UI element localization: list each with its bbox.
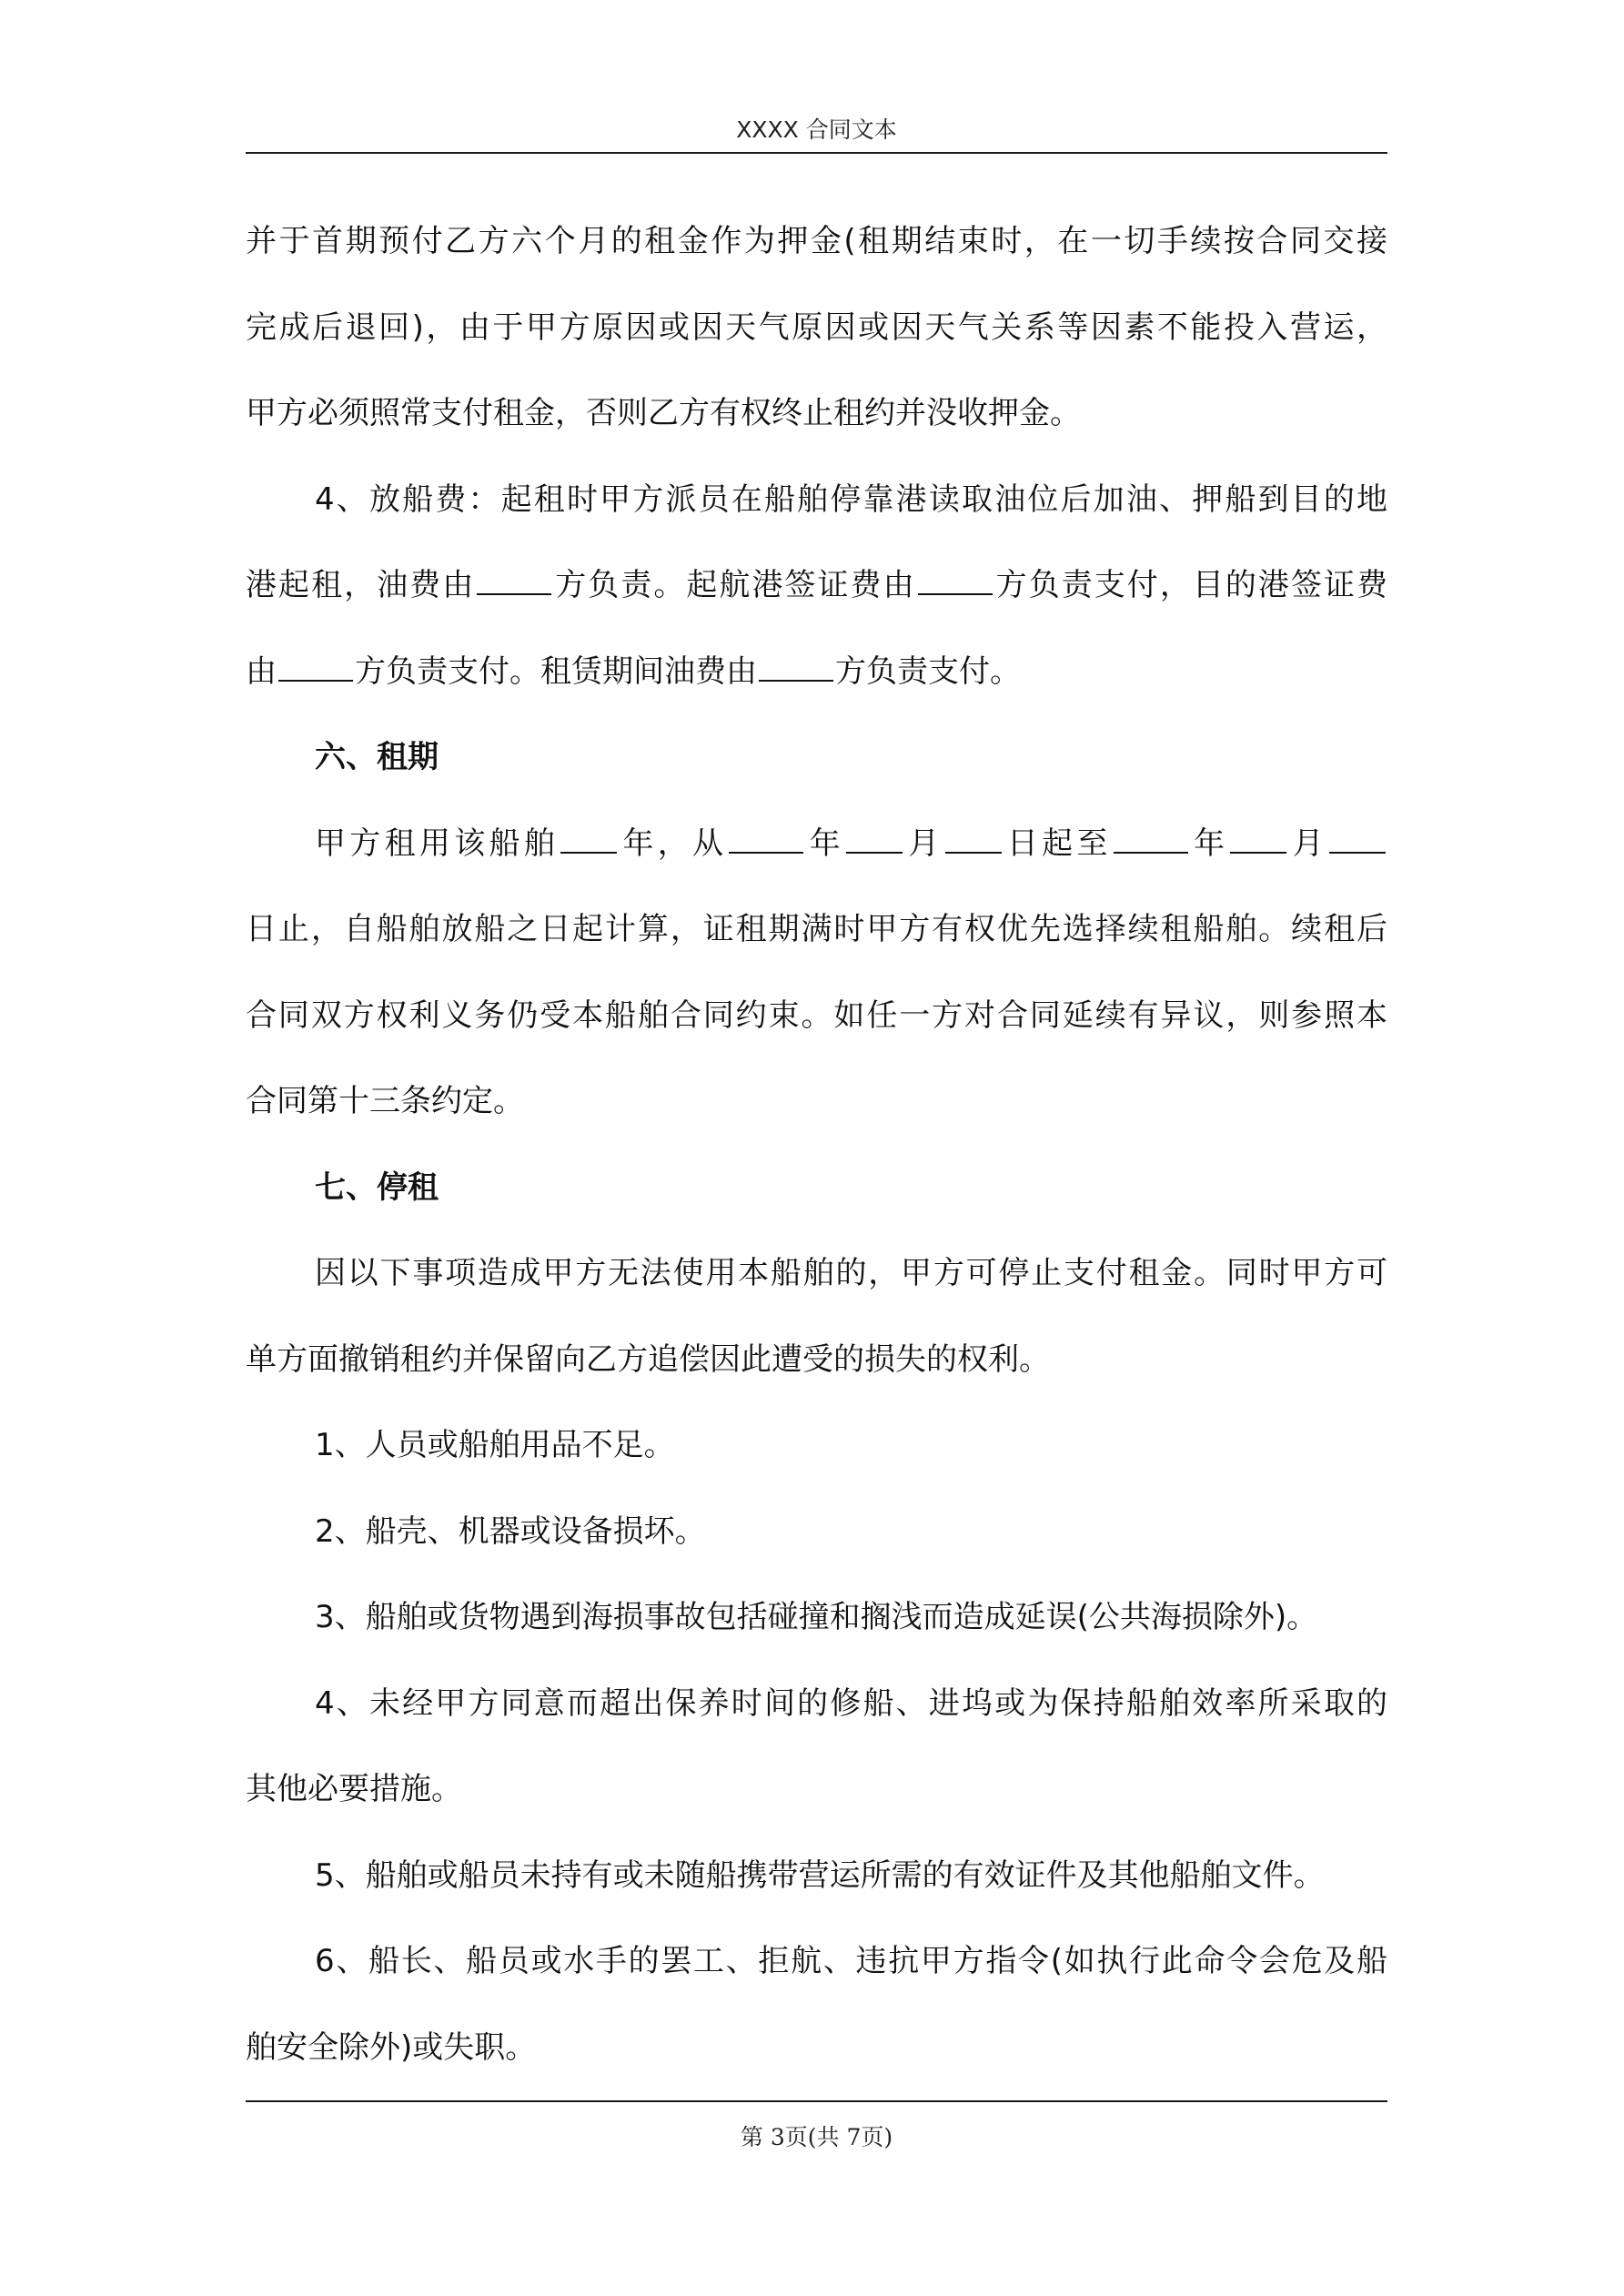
- text-span: 年: [1189, 824, 1229, 862]
- text-line: 其他必要措施。: [246, 1771, 462, 1807]
- fill-in-blank: [477, 557, 551, 595]
- text-span: 甲方租用该船舶: [315, 824, 560, 862]
- text-span: 日起至: [1003, 824, 1112, 862]
- text-span: 年: [805, 824, 844, 862]
- text-line: [246, 556, 1387, 642]
- text-line: 合同双方权利义务仍受本船舶合同约束。如任一方对合同延续有异议，则参照本: [246, 996, 1387, 1034]
- section-heading: 七、停租: [315, 1168, 439, 1206]
- text-line: 甲方必须照常支付租金，否则乙方有权终止租约并没收押金。: [246, 395, 1081, 431]
- section-heading: 六、租期: [315, 739, 439, 775]
- fill-in-blank: [278, 643, 353, 682]
- fill-in-blank: [846, 815, 903, 854]
- fill-in-blank: [1230, 815, 1286, 854]
- text-span: 年，从: [619, 824, 728, 862]
- text-line: 并于首期预付乙方六个月的租金作为押金(租期结束时，在一切手续按合同交接: [246, 223, 1387, 259]
- text-span: 月: [903, 824, 943, 862]
- text-line: [246, 642, 1387, 729]
- text-line: 完成后退回)，由于甲方原因或因天气原因或因天气关系等因素不能投入营运，: [246, 308, 1387, 346]
- text-span: 港起租，油费由: [246, 567, 476, 603]
- list-item: 5、船舶或船员未持有或未随船携带营运所需的有效证件及其他船舶文件。: [315, 1856, 1325, 1894]
- header-title: XXXX 合同文本: [736, 116, 897, 143]
- fill-in-blank: [1329, 815, 1386, 854]
- text-span: 方负责支付，目的港签证费: [994, 567, 1388, 603]
- list-item: 3、船舶或货物遇到海损事故包括碰撞和搁浅而造成延误(公共海损除外)。: [315, 1599, 1318, 1635]
- list-item: 6、船长、船员或水手的罢工、拒航、违抗甲方指令(如执行此命令会危及船: [315, 1943, 1387, 1979]
- fill-in-blank: [945, 815, 1002, 854]
- text-line: 因以下事项造成甲方无法使用本船舶的，甲方可停止支付租金。同时甲方可: [315, 1255, 1387, 1291]
- text-line: 舶安全除外)或失职。: [246, 2028, 537, 2066]
- text-span: 方负责支付。: [835, 652, 1021, 690]
- text-line: 4、放船费：起租时甲方派员在船舶停靠港读取油位后加油、押船到目的地: [315, 480, 1387, 518]
- text-span: 月: [1288, 824, 1328, 862]
- fill-in-blank: [729, 815, 803, 854]
- fill-in-blank: [918, 557, 993, 595]
- list-item: 4、未经甲方同意而超出保养时间的修船、进坞或为保持船舶效率所采取的: [315, 1684, 1387, 1722]
- text-line: 合同第十三条约定。: [246, 1083, 524, 1119]
- header-rule: [246, 152, 1387, 154]
- fill-in-blank: [759, 643, 833, 682]
- footer-rule: [246, 2100, 1387, 2102]
- fill-in-blank: [1114, 815, 1188, 854]
- text-line: 单方面撤销租约并保留向乙方追偿因此遭受的损失的权利。: [246, 1340, 1050, 1378]
- text-line: [246, 814, 1387, 901]
- contract-body: [246, 212, 1387, 2104]
- text-span: 方负责。起航港签证费由: [553, 567, 916, 603]
- page-number: 第 3页(共 7页): [740, 2124, 893, 2150]
- text-line: 日止，自船舶放船之日起计算，证租期满时甲方有权优先选择续租船舶。续租后: [246, 911, 1387, 947]
- text-span: 方负责支付。租赁期间油费由: [355, 652, 757, 690]
- list-item: 1、人员或船舶用品不足。: [315, 1427, 675, 1463]
- list-item: 2、船壳、机器或设备损坏。: [315, 1512, 706, 1550]
- text-span: 由: [246, 652, 277, 690]
- fill-in-blank: [560, 815, 617, 854]
